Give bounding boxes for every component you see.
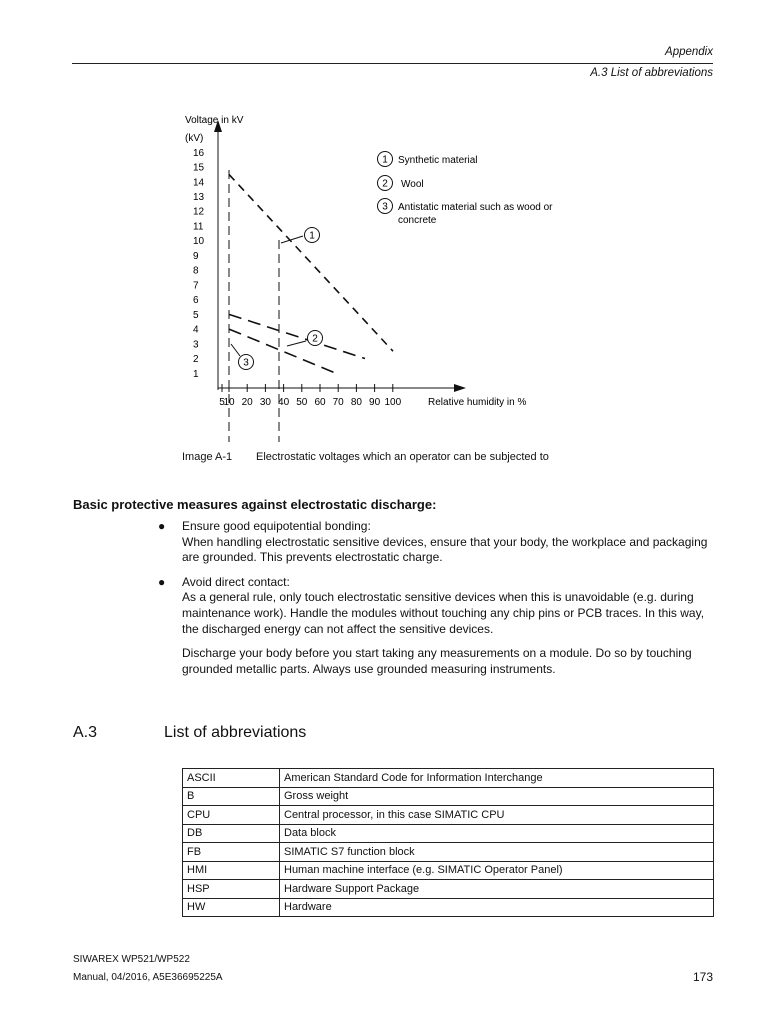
x-axis-arrow-icon [454,384,466,392]
list-item-text: As a general rule, only touch electrostatic sensitive devices when this is unavoidable (e.g. during maintenance work). Handle the modules without touching any chip pins or PCB traces. In this way, the discharged energy can not affect the sensitive devices. [182,590,705,636]
section-title: List of abbreviations [164,724,307,741]
x-tick-label: 100 [384,397,402,408]
header-section: Appendix [665,46,713,58]
legend-number: 2 [382,178,388,190]
electrostatic-voltage-chart [0,0,768,470]
x-tick-label: 80 [350,397,362,408]
meaning-cell: American Standard Code for Information Interchange [280,769,714,788]
callout-number: 2 [312,333,318,345]
x-tick-label: 40 [278,397,290,408]
x-tick-label: 10 [223,397,235,408]
x-tick-label: 50 [296,397,308,408]
abbr-cell: B [183,787,280,806]
abbr-cell: HSP [183,880,280,899]
callout-number: 1 [309,230,315,242]
legend-number: 3 [382,201,388,213]
table-row [183,769,714,788]
callout-leader [287,341,306,346]
x-tick-label: 30 [259,397,271,408]
list-item [158,574,712,637]
meaning-cell: Hardware Support Package [280,880,714,899]
y-axis-unit: (kV) [185,133,204,144]
legend-label: Synthetic material [398,155,478,166]
closing-paragraph: Discharge your body before you start taking any measurements on a module. Do so by touching grounded metallic parts. Always use grounded measuring instruments. [182,646,692,676]
list-item [158,519,712,566]
x-tick-label: 60 [314,397,326,408]
table-row [183,806,714,825]
y-tick-label: 13 [193,192,205,204]
x-tick-label: 5 [219,397,225,408]
list-item-text: When handling electrostatic sensitive devices, ensure that your body, the workplace and packaging are grounded. This prevents electrostatic charge. [182,534,708,565]
y-tick-label: 4 [193,324,199,336]
legend-label: Antistatic material such as wood or [398,202,553,213]
bullet-icon: ● [158,574,166,589]
page-number: 173 [692,970,713,984]
legend-label: Wool [401,179,424,190]
footer-manual: Manual, 04/2016, A5E36695225A [73,972,223,983]
protective-heading: Basic protective measures against electrostatic discharge: [73,497,437,512]
table-row [183,787,714,806]
header-subsection: A.3 List of abbreviations [590,67,713,79]
abbr-cell: DB [183,824,280,843]
meaning-cell: Gross weight [280,787,714,806]
callout-number: 3 [243,357,249,369]
legend-label-line2: concrete [398,215,437,226]
series-line [229,314,365,358]
section-number: A.3 [73,724,98,741]
table-row [183,898,714,917]
list-item-title: Avoid direct contact: [182,574,290,589]
y-tick-label: 5 [193,309,199,321]
x-axis-label: Relative humidity in % [428,397,527,408]
x-tick-label: 90 [369,397,381,408]
y-tick-label: 3 [193,339,199,351]
y-tick-label: 10 [193,236,205,248]
abbr-cell: ASCII [183,769,280,788]
y-tick-label: 2 [193,354,199,366]
abbr-cell: HMI [183,861,280,880]
figure-number: Image A-1 [182,451,233,463]
meaning-cell: Hardware [280,898,714,917]
callout-leader [231,344,240,356]
abbreviations-table [182,768,714,917]
table-row [183,824,714,843]
table-row [183,880,714,899]
x-tick-label: 70 [332,397,344,408]
series-line [229,174,393,351]
meaning-cell: Data block [280,824,714,843]
meaning-cell: Human machine interface (e.g. SIMATIC Operator Panel) [280,861,714,880]
y-tick-label: 8 [193,265,199,277]
y-tick-label: 7 [193,280,199,292]
y-tick-label: 14 [193,177,205,189]
list-item-title: Ensure good equipotential bonding: [182,519,371,533]
y-axis-label: Voltage in kV [185,115,244,126]
legend-number: 1 [382,154,388,166]
table-row [183,861,714,880]
y-tick-label: 15 [193,162,205,174]
x-tick-label: 20 [241,397,253,408]
abbr-cell: HW [183,898,280,917]
protective-measures-list [158,519,712,677]
abbr-cell: CPU [183,806,280,825]
y-tick-label: 11 [193,221,204,233]
abbr-cell: FB [183,843,280,862]
table-row [183,843,714,862]
callout-leader [281,236,303,243]
footer-product: SIWAREX WP521/WP522 [73,954,190,965]
y-tick-label: 9 [193,250,199,262]
y-tick-label: 1 [193,368,199,380]
y-tick-label: 12 [193,206,205,218]
meaning-cell: SIMATIC S7 function block [280,843,714,862]
meaning-cell: Central processor, in this case SIMATIC CPU [280,806,714,825]
bullet-icon: ● [158,519,166,533]
y-tick-label: 16 [193,147,205,159]
figure-caption: Electrostatic voltages which an operator can be subjected to [256,451,549,463]
y-tick-label: 6 [193,295,199,307]
